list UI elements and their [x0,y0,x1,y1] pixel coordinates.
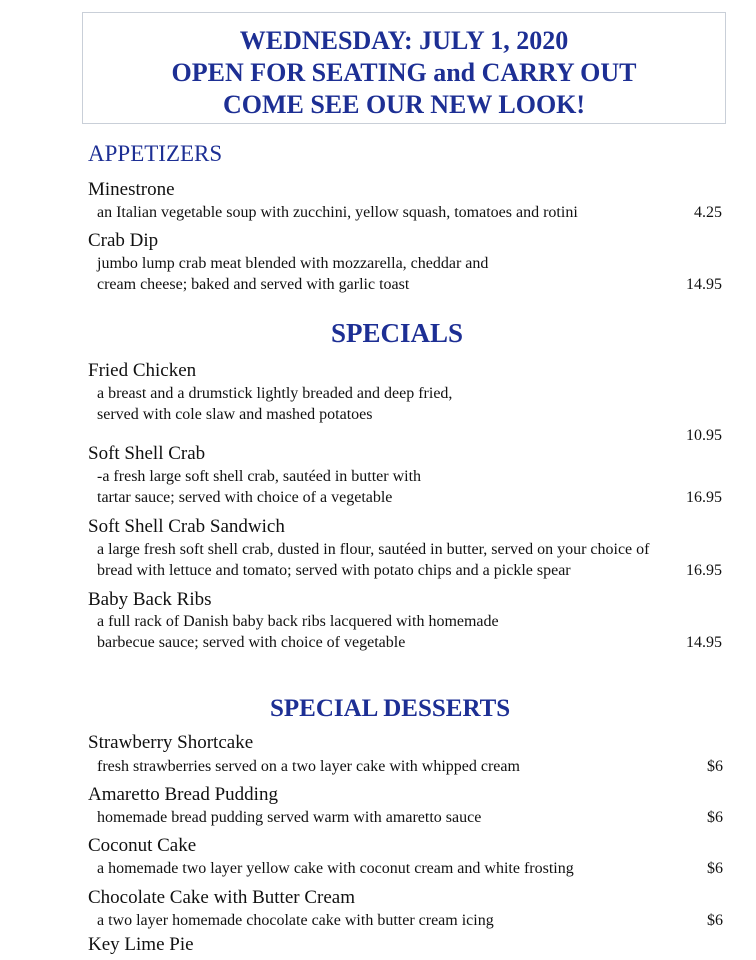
item-price-crab-dip: 14.95 [686,276,722,293]
item-name-strawberry-shortcake: Strawberry Shortcake [88,732,254,753]
section-title-specials: SPECIALS [331,318,464,348]
item-desc-amaretto-bread-pudding: homemade bread pudding served warm with amaretto sauce [97,809,482,826]
item-price-soft-shell-crab: 16.95 [686,489,722,506]
item-price-baby-back-ribs: 14.95 [686,634,722,651]
item-desc-crab-dip-line-1: jumbo lump crab meat blended with mozzarella, cheddar and [97,255,489,272]
banner-seating: OPEN FOR SEATING and CARRY OUT [171,58,637,87]
item-price-soft-shell-crab-sandwich: 16.95 [686,562,722,579]
item-desc-coconut-cake: a homemade two layer yellow cake with coconut cream and white frosting [97,860,574,877]
item-name-chocolate-cake-with-butter-cream: Chocolate Cake with Butter Cream [88,887,355,908]
item-name-soft-shell-crab-sandwich: Soft Shell Crab Sandwich [88,516,285,537]
banner-new-look: COME SEE OUR NEW LOOK! [222,90,586,119]
item-desc-soft-shell-crab-sandwich-line-2: bread with lettuce and tomato; served with potato chips and a pickle spear [97,562,571,579]
section-title-appetizers: APPETIZERS [88,141,223,166]
item-price-strawberry-shortcake: $6 [707,758,723,775]
item-desc-baby-back-ribs-line-1: a full rack of Danish baby back ribs lacquered with homemade [97,613,499,630]
item-name-key-lime-pie: Key Lime Pie [88,934,194,955]
item-desc-fried-chicken-line-1: a breast and a drumstick lightly breaded and deep fried, [97,385,453,402]
date-banner [82,12,726,124]
item-name-soft-shell-crab: Soft Shell Crab [88,443,206,464]
item-name-baby-back-ribs: Baby Back Ribs [88,589,212,610]
banner-date: WEDNESDAY: JULY 1, 2020 [239,26,569,55]
item-desc-soft-shell-crab-line-1: -a fresh large soft shell crab, sautéed in butter with [97,468,422,485]
item-desc-chocolate-cake-with-butter-cream: a two layer homemade chocolate cake with butter cream icing [97,912,494,929]
item-name-crab-dip: Crab Dip [88,230,159,251]
item-desc-minestrone: an Italian vegetable soup with zucchini, yellow squash, tomatoes and rotini [97,204,578,221]
item-desc-baby-back-ribs-line-2: barbecue sauce; served with choice of vegetable [97,634,406,651]
item-desc-crab-dip-line-2: cream cheese; baked and served with garlic toast [97,276,410,293]
item-price-coconut-cake: $6 [707,860,723,877]
item-desc-strawberry-shortcake: fresh strawberries served on a two layer cake with whipped cream [97,758,520,775]
item-name-coconut-cake: Coconut Cake [88,835,197,856]
item-price-fried-chicken: 10.95 [686,427,722,444]
item-desc-soft-shell-crab-line-2: tartar sauce; served with choice of a vegetable [97,489,393,506]
item-price-amaretto-bread-pudding: $6 [707,809,723,826]
item-desc-fried-chicken-line-2: served with cole slaw and mashed potatoes [97,406,373,423]
item-name-minestrone: Minestrone [88,179,175,200]
item-price-minestrone: 4.25 [694,204,722,221]
item-price-chocolate-cake-with-butter-cream: $6 [707,912,723,929]
item-desc-soft-shell-crab-sandwich-line-1: a large fresh soft shell crab, dusted in flour, sautéed in butter, served on your choice of [97,541,650,558]
item-name-fried-chicken: Fried Chicken [88,360,197,381]
item-name-amaretto-bread-pudding: Amaretto Bread Pudding [88,784,278,805]
section-title-special-desserts: SPECIAL DESSERTS [270,695,511,722]
